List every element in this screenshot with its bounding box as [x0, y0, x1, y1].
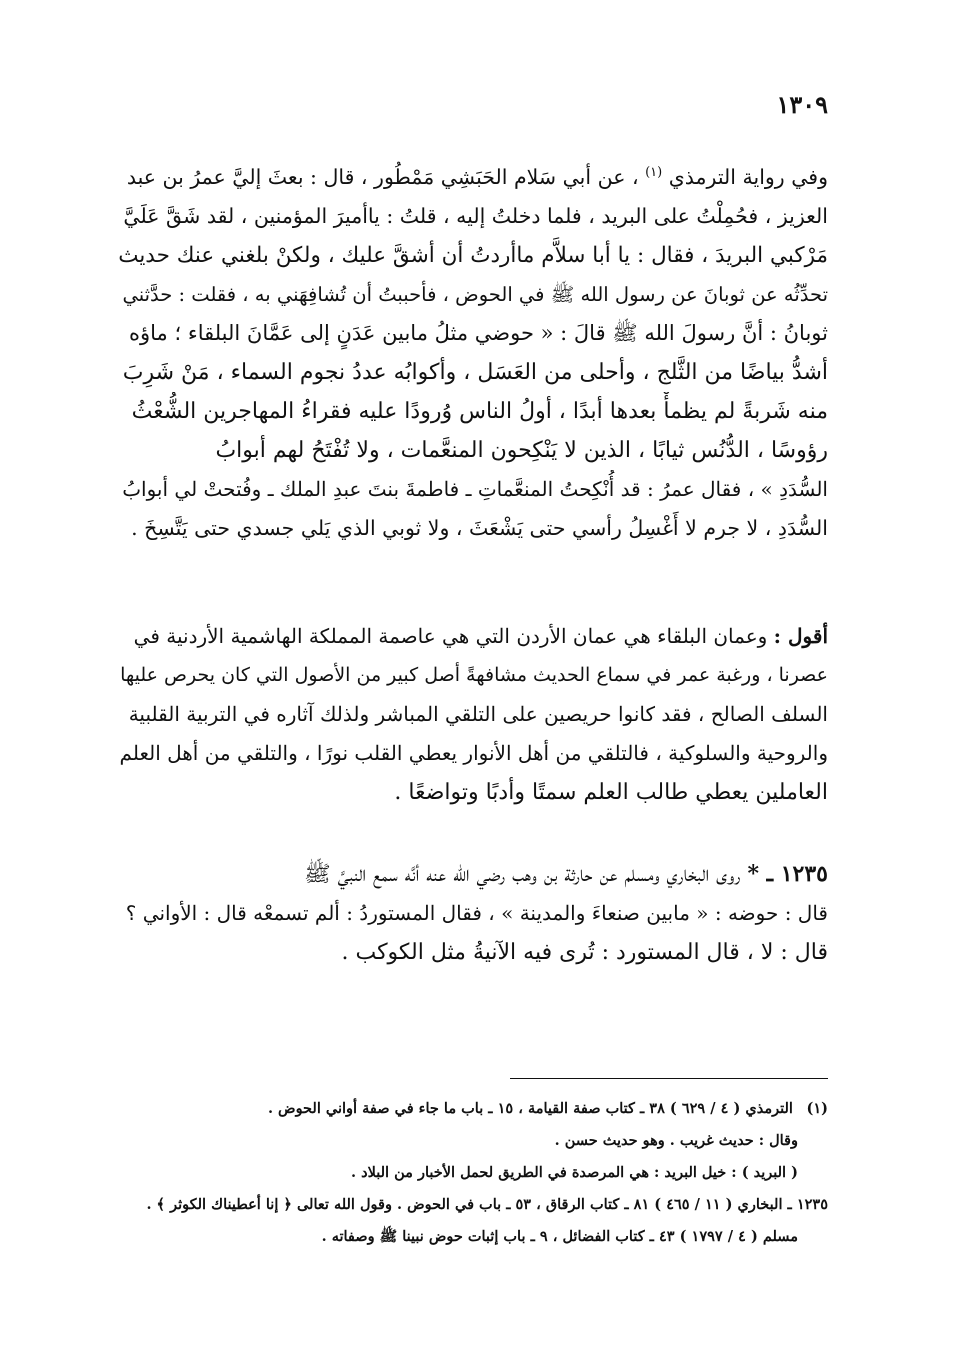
commentary-lead: أقول : [773, 624, 828, 648]
narration-line: رؤوسًا ، الدُّنُس ثيابًا ، الذين لا يَنْكِحون المنعَّمات ، ولا تُفْتَحُ لهم أبوابُ [215, 438, 828, 463]
narration-line-1-rest: ، عن أبي سَلام الحَبَشِي مَمْطُور ، قال : بعثَ إليَّ عمرُ بن عبد [126, 165, 646, 189]
narration-line: أشدُّ بياضًا من الثَّلج ، وأحلى من العَسَل ، وأكوابُه عددُ نجوم السماء ، مَنْ شَرِبَ [122, 360, 828, 385]
footnote-1 [118, 1093, 828, 1125]
hadith-number: ١٢٣٥ ـ * [747, 861, 828, 887]
narration-block [118, 158, 828, 548]
narration-line: تحدِّثُه عن ثوبانَ عن رسول الله ﷺ في الحوض ، فأحببتُ أن تُشافِهَني به ، فقلت : حدَّثني [122, 283, 828, 306]
narration-line: منه شَربةً لم يظمأْ بعدها أبدًا ، أولُ الناس وُرودًا عليه فقراءُ المهاجرين الشُّعْثُ [131, 399, 828, 424]
footnote-marker: (١) [806, 1100, 828, 1117]
narration-line: ثوبانُ : أنَّ رسولَ الله ﷺ قالَ : « حوضي مثلُ مابين عَدَنٍ إلى عَمَّانَ البلقاء ؛ ماؤه [129, 321, 828, 345]
footnote-1235 [118, 1189, 828, 1221]
footnote-text: ( البريد ) : خيل البريد : هي المرصدة في الطريق لحمل الأخبار من البلاد . [351, 1164, 798, 1181]
narration-line-1 [118, 158, 828, 197]
narration-line: السُّدَدِ » ، فقال عمرُ : قد أُنْكِحتُ المنعَّماتِ ـ فاطمةَ بنتَ عبدِ الملك ـ وفُتحتْ لي أبوابُ [122, 477, 828, 501]
footnote-1-cont [118, 1125, 828, 1157]
hadith-line: قال : لا ، قال المستورد : تُرى فيه الآنيةُ مثل الكوكب . [341, 940, 828, 965]
footnote-1235-cont [118, 1221, 828, 1253]
commentary-line-1-text: وعمان البلقاء هي عمان الأردن التي هي عاصمة المملكة الهاشمية الأردنية في [133, 624, 774, 648]
footnote-text: مسلم ( ٤ / ١٧٩٧ ) ٤٣ ـ كتاب الفضائل ، ٩ ـ باب إثبات حوض نبينا ﷺ وصفاته . [321, 1228, 798, 1245]
commentary-line: عصرنا ، ورغبة عمر في سماع الحديث مشافهةً أصل كبير من الأصول التي كان يحرص عليها [120, 664, 828, 686]
commentary-line-1 [118, 617, 828, 656]
footnote-text: الترمذي ( ٤ / ٦٢٩ ) ٣٨ ـ كتاب صفة القيامة ، ١٥ ـ باب ما جاء في صفة أواني الحوض . [267, 1100, 793, 1117]
hadith-line: قال : حوضه : « مابين صنعاءَ والمدينة » ، فقال المستوردُ : ألم تسمعْه قال : الأواني ؟ [125, 901, 828, 925]
footnote-divider [510, 1078, 828, 1079]
commentary-line: السلف الصالح ، فقد كانوا حريصين على التلقي المباشر ولذلك آثاره في التربية القلبية [128, 702, 828, 726]
narration-line-1-start: وفي رواية الترمذي [668, 165, 828, 189]
narration-line: مَرْكبي البريدَ ، فقال : يا أبا سلاَّم ماأردتُ أن أشقَّ عليك ، ولكنْ بلغني عنك حديث [118, 243, 828, 268]
commentary-block [118, 617, 828, 812]
footnote-reference[interactable]: (١) [645, 165, 663, 181]
footnote-text: وقال : حديث غريب . وهو حديث حسن . [554, 1132, 798, 1149]
footnote-marker: ١٢٣٥ ـ [787, 1196, 828, 1213]
commentary-line: والروحية والسلوكية ، فالتلقي من أهل الأنوار يعطي القلب نورًا ، والتلقي من أهل العلم [119, 741, 828, 765]
hadith-line-1-text: روى البخاري ومسلم عن حارثة بن وهب رضي الله عنه أنَّه سمع النبيَّ ﷺ [304, 862, 748, 887]
hadith-1235-block [118, 855, 828, 972]
narration-line: السُّدَدِ ، لا جرم لا أَغْسِلُ رأسي حتى يَشْعَثَ ، ولا ثوبي الذي يَلي جسدي حتى يَتَّسِخَ . [131, 516, 828, 540]
footnote-text: البخاري ( ١١ / ٤٦٥ ) ٨١ ـ كتاب الرقاق ، ٥٣ ـ باب في الحوض . وقول الله تعالى ﴿ إنا أعطيناك الكوثر ﴾ . [146, 1196, 783, 1213]
page-number: ١٣٠٩ [776, 90, 828, 119]
commentary-line: العاملين يعطي طالب العلم سمتًا وأدبًا وتواضعًا . [394, 780, 828, 805]
footnote-1-cont [118, 1157, 828, 1189]
hadith-line-1 [118, 855, 828, 894]
footnotes-section [118, 1093, 828, 1253]
narration-line: العزيز ، فحُمِلْتُ على البريد ، فلما دخلتُ إليه ، قلتُ : ياأميرَ المؤمنين ، لقد شَقَّ عَلَيَّ [123, 204, 828, 228]
